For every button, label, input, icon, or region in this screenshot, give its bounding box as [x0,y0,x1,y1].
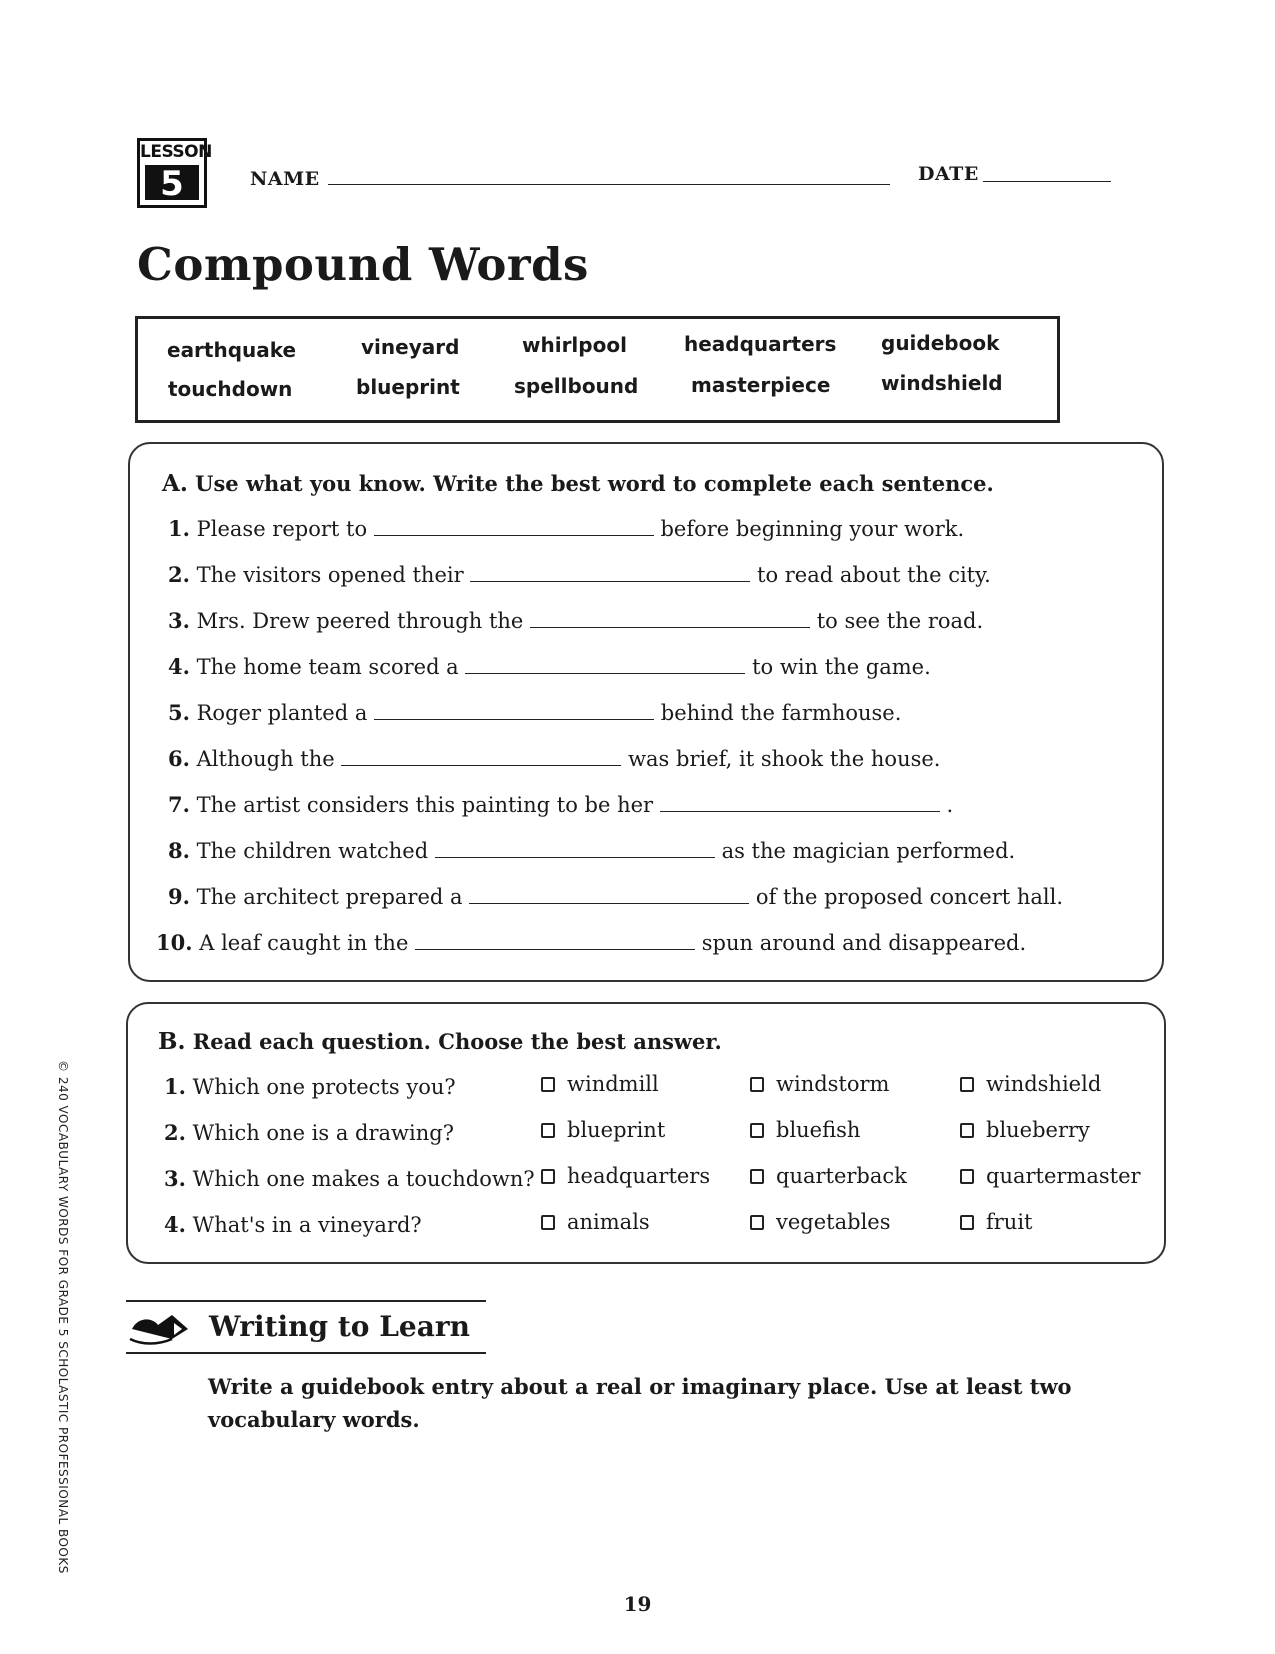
date-line[interactable] [983,181,1111,182]
checkbox[interactable] [541,1215,555,1230]
answer-blank[interactable] [530,609,810,628]
section-a-instruction: Use what you know. Write the best word to complete each sentence. [195,471,994,496]
sentence-item: 2. The visitors opened their to read about the city. [168,562,991,587]
sentence-item: 8. The children watched as the magician performed. [168,838,1016,863]
answer-blank[interactable] [660,793,940,812]
name-label: NAME [250,168,320,190]
answer-blank[interactable] [465,655,745,674]
word-bank-item: whirlpool [522,333,627,357]
answer-option[interactable]: fruit [960,1210,1033,1234]
lesson-badge [137,138,212,208]
sentence-item: 4. The home team scored a to win the game. [168,654,931,679]
side-credit: © 240 VOCABULARY WORDS FOR GRADE 5 SCHOLASTIC PROFESSIONAL BOOKS [56,1060,70,1574]
checkbox[interactable] [541,1077,555,1092]
word-bank-item: touchdown [168,377,293,401]
answer-blank[interactable] [341,747,621,766]
sentence-item: 6. Although the was brief, it shook the house. [168,746,941,771]
page-number: 19 [623,1592,652,1616]
writing-title: Writing to Learn [209,1310,470,1343]
answer-blank[interactable] [469,885,749,904]
answer-option[interactable]: headquarters [541,1164,710,1188]
question-item: 2. Which one is a drawing? [164,1120,454,1145]
word-bank-item: windshield [881,371,1003,395]
sentence-item: 10. A leaf caught in the spun around and disappeared. [156,930,1027,955]
answer-option[interactable]: quartermaster [960,1164,1141,1188]
answer-option[interactable]: blueberry [960,1118,1090,1142]
word-bank [135,316,1060,423]
answer-blank[interactable] [374,701,654,720]
section-b-heading [158,1028,722,1055]
question-item: 1. Which one protects you? [164,1074,456,1099]
checkbox[interactable] [541,1123,555,1138]
checkbox[interactable] [750,1215,764,1230]
section-a-panel [128,442,1164,982]
answer-blank[interactable] [374,517,654,536]
checkbox[interactable] [960,1123,974,1138]
lesson-number: 5 [145,165,199,200]
answer-blank[interactable] [415,931,695,950]
pencil-icon [128,1309,194,1347]
question-item: 3. Which one makes a touchdown? [164,1166,535,1191]
section-a-heading [162,470,994,497]
word-bank-item: headquarters [684,332,837,356]
writing-rule-bottom [126,1352,486,1354]
question-item: 4. What's in a vineyard? [164,1212,422,1237]
writing-prompt: Write a guidebook entry about a real or imaginary place. Use at least two vocabulary words. [208,1374,1072,1432]
answer-option[interactable]: bluefish [750,1118,860,1142]
answer-option[interactable]: animals [541,1210,650,1234]
answer-option[interactable]: windstorm [750,1072,889,1096]
checkbox[interactable] [750,1077,764,1092]
checkbox[interactable] [750,1123,764,1138]
checkbox[interactable] [541,1169,555,1184]
answer-blank[interactable] [435,839,715,858]
section-a-letter: A. [162,470,188,497]
answer-blank[interactable] [470,563,750,582]
section-b-letter: B. [158,1028,186,1055]
answer-option[interactable]: windmill [541,1072,659,1096]
section-b-panel [126,1002,1166,1264]
checkbox[interactable] [960,1169,974,1184]
word-bank-item: guidebook [881,331,1000,355]
date-label: DATE [918,163,979,185]
sentence-item: 5. Roger planted a behind the farmhouse. [168,700,902,725]
answer-option[interactable]: quarterback [750,1164,907,1188]
sentence-item: 1. Please report to before beginning your work. [168,516,965,541]
checkbox[interactable] [960,1077,974,1092]
word-bank-item: spellbound [514,374,639,398]
word-bank-item: masterpiece [691,373,831,397]
checkbox[interactable] [750,1169,764,1184]
answer-option[interactable]: windshield [960,1072,1101,1096]
word-bank-item: blueprint [356,375,460,399]
word-bank-item: vineyard [361,335,460,359]
writing-rule-top [126,1300,486,1302]
sentence-item: 7. The artist considers this painting to be her . [168,792,954,817]
answer-option[interactable]: blueprint [541,1118,665,1142]
sentence-item: 9. The architect prepared a of the proposed concert hall. [168,884,1064,909]
word-bank-item: earthquake [167,338,297,362]
answer-option[interactable]: vegetables [750,1210,891,1234]
page-title: Compound Words [137,238,589,291]
section-b-instruction: Read each question. Choose the best answer. [192,1029,722,1054]
checkbox[interactable] [960,1215,974,1230]
lesson-label: LESSON [140,142,212,162]
name-line[interactable] [328,184,890,185]
sentence-item: 3. Mrs. Drew peered through the to see the road. [168,608,984,633]
